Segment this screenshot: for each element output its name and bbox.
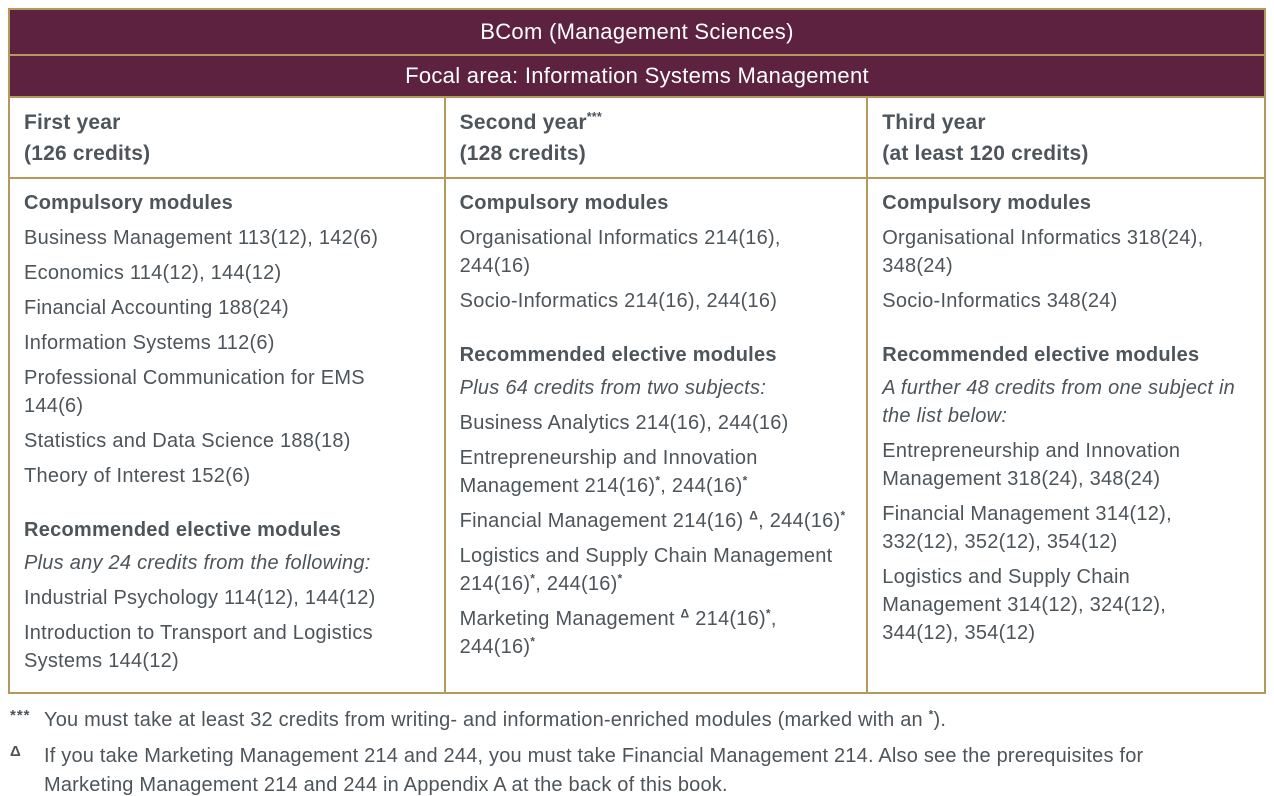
section-note: Plus any 24 credits from the following:	[24, 552, 371, 574]
module-item: Statistics and Data Science 188(18)	[24, 430, 351, 452]
focal-area-title: Focal area: Information Systems Management	[405, 63, 869, 88]
year-header-cell-3	[868, 98, 1264, 177]
module-item: Logistics and Supply Chain Management 214(16)*, 244(16)*	[459, 545, 833, 595]
year-title: Second year***	[459, 110, 603, 134]
footnotes	[8, 694, 1266, 796]
module-item: Information Systems 112(6)	[24, 332, 275, 354]
section-heading: Compulsory modules	[459, 192, 669, 214]
module-item: Marketing Management $^\Delta$ 214(16)*, 244(16)*	[459, 606, 777, 658]
section-heading: Recommended elective modules	[24, 519, 342, 541]
footnote-marker: ***	[10, 707, 31, 724]
section-heading: Recommended elective modules	[882, 344, 1200, 366]
module-item: Socio-Informatics 214(16), 244(16)	[459, 290, 778, 312]
year-header-cell-1	[10, 98, 446, 177]
superscript-marker: *	[655, 473, 661, 488]
module-item: Entrepreneurship and Innovation Management 214(16)*, 244(16)*	[459, 447, 758, 497]
program-title-bar	[10, 10, 1264, 56]
superscript-marker: *	[530, 634, 536, 649]
module-item: Financial Management 214(16) $^\Delta$, 244(16)*	[459, 508, 846, 532]
superscript-marker: *	[530, 571, 536, 586]
module-section	[882, 189, 1246, 315]
superscript-marker: Δ	[680, 606, 690, 621]
module-item: Theory of Interest 152(6)	[24, 465, 251, 487]
year-title: First year	[24, 111, 121, 134]
module-cell-2	[446, 179, 869, 692]
module-section	[460, 189, 849, 315]
program-table	[8, 8, 1266, 694]
module-item: Organisational Informatics 318(24), 348(24)	[882, 227, 1204, 277]
module-item: Business Management 113(12), 142(6)	[24, 227, 379, 249]
module-item: Economics 114(12), 144(12)	[24, 262, 282, 284]
program-title: BCom (Management Sciences)	[480, 19, 794, 44]
section-heading: Compulsory modules	[882, 192, 1092, 214]
section-note: A further 48 credits from one subject in the list below:	[882, 377, 1236, 427]
footnote	[10, 742, 1262, 796]
section-heading: Recommended elective modules	[459, 344, 777, 366]
footnote-text: If you take Marketing Management 214 and 244, you must take Financial Management 214. Also see the prerequisites for Marketing Management 214 and 244 in Appendix A at the back of this book.	[44, 745, 1144, 796]
focal-area-bar	[10, 56, 1264, 98]
module-item: Organisational Informatics 214(16), 244(16)	[459, 227, 781, 277]
section-note: Plus 64 credits from two subjects:	[459, 377, 766, 399]
year-credits: (at least 120 credits)	[882, 142, 1089, 165]
module-item: Logistics and Supply Chain Management 314(12), 324(12), 344(12), 354(12)	[882, 566, 1167, 644]
superscript-marker: *	[617, 571, 623, 586]
module-item: Socio-Informatics 348(24)	[882, 290, 1118, 312]
module-cell-3	[868, 179, 1264, 692]
superscript-marker: Δ	[749, 508, 759, 523]
superscript-marker: *	[840, 508, 846, 523]
year-title: Third year	[882, 111, 986, 134]
superscript-marker: *	[928, 707, 934, 722]
module-item: Financial Accounting 188(24)	[24, 297, 289, 319]
year-credits: (128 credits)	[459, 142, 586, 165]
module-body-row	[10, 179, 1264, 692]
module-section	[882, 341, 1246, 647]
module-cell-1	[10, 179, 446, 692]
module-item: Introduction to Transport and Logistics Systems 144(12)	[24, 622, 373, 672]
superscript-marker: *	[742, 473, 748, 488]
module-section	[24, 516, 426, 675]
module-item: Business Analytics 214(16), 244(16)	[459, 412, 789, 434]
module-section	[24, 189, 426, 490]
footnote-marker: Δ	[10, 743, 22, 760]
module-item: Industrial Psychology 114(12), 144(12)	[24, 587, 376, 609]
section-heading: Compulsory modules	[24, 192, 233, 214]
module-item: Financial Management 314(12), 332(12), 352(12), 354(12)	[882, 503, 1172, 553]
year-header-row	[10, 98, 1264, 179]
superscript-marker: *	[765, 606, 771, 621]
footnote-text: You must take at least 32 credits from writing- and information-enriched modules (marked with an *).	[44, 707, 947, 731]
module-item: Professional Communication for EMS 144(6)	[24, 367, 365, 417]
module-section	[460, 341, 849, 661]
footnote	[10, 706, 1262, 735]
superscript-marker: ***	[586, 110, 603, 124]
module-item: Entrepreneurship and Innovation Management 318(24), 348(24)	[882, 440, 1181, 490]
year-credits: (126 credits)	[24, 142, 151, 165]
year-header-cell-2	[446, 98, 869, 177]
